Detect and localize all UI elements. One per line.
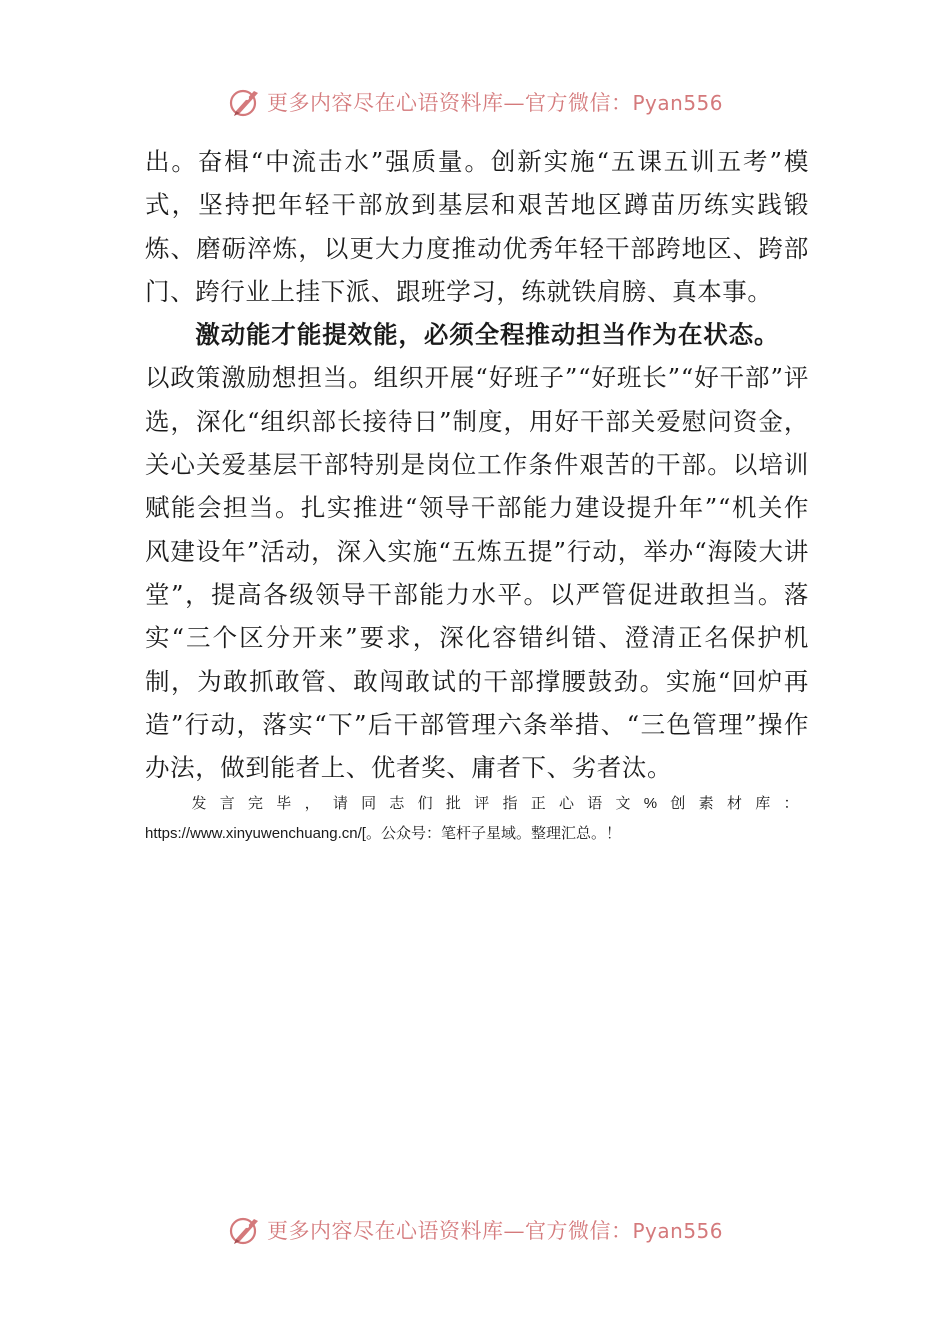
- header-banner-text: [267, 87, 723, 117]
- closing-spaced-text: 发言完毕，请同志们批评指正心语文%创素材库：: [191, 795, 809, 813]
- closing-url-text: https://www.xinyuwenchuang.cn/[。公众号：笔杆子星域。整理汇总。！: [145, 825, 621, 843]
- paragraph-2-body: 以政策激励想担当。组织开展“好班子”“好班长”“好干部”评选，深化“组织部长接待日”制度，用好干部关爱慰问资金，关心关爱基层干部特别是岗位工作条件艰苦的干部。以培训赋能会担当。扎实推进“领导干部能力建设提升年”“机关作风建设年”活动，深入实施“五炼五提”行动，举办“海陵大讲堂”，提高各级领导干部能力水平。以严管促进敢担当。落实“三个区分开来”要求，深化容错纠错、澄清正名保护机制，为敢抓敢管、敢闯敢试的干部撑腰鼓劲。实施“回炉再造”行动，落实“下”后干部管理六条举措、“三色管理”操作办法，做到能者上、优者奖、庸者下、劣者汰。: [145, 363, 809, 783]
- header-banner-cn: 更多内容尽在心语资料库—官方微信：: [266, 91, 633, 115]
- pen-circle-logo-icon: [227, 1212, 263, 1248]
- closing-note: [145, 789, 809, 849]
- header-banner-en: Pyan556: [632, 91, 723, 115]
- footer-banner-content: [227, 1212, 723, 1248]
- footer-banner-en: Pyan556: [632, 1219, 723, 1243]
- paragraph-2-heading: 激动能才能提效能，必须全程推动担当作为在状态。: [195, 320, 780, 350]
- paragraph-1: 出。奋楫“中流击水”强质量。创新实施“五课五训五考”模式，坚持把年轻干部放到基层和艰苦地区蹲苗历练实践锻炼、磨砺淬炼，以更大力度推动优秀年轻干部跨地区、跨部门、跨行业上挂下派、跟班学习，练就铁肩膀、真本事。: [145, 147, 809, 306]
- document-body: [145, 140, 809, 849]
- pen-circle-logo-icon: [227, 84, 263, 120]
- footer-banner-text: [267, 1215, 723, 1245]
- header-banner-content: [227, 84, 723, 120]
- header-banner: [0, 80, 950, 124]
- footer-banner: [0, 1208, 950, 1252]
- footer-banner-cn: 更多内容尽在心语资料库—官方微信：: [266, 1219, 633, 1243]
- paragraph-2: [145, 313, 809, 789]
